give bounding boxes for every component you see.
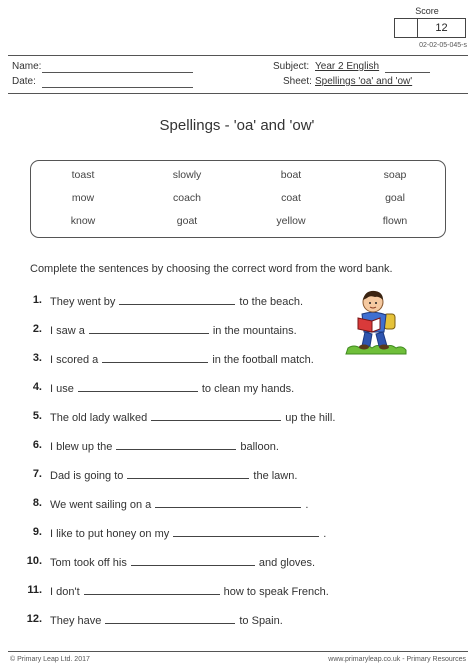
answer-blank[interactable] xyxy=(119,294,235,305)
answer-blank[interactable] xyxy=(116,439,236,450)
sentence-text: . xyxy=(305,499,309,511)
sentence-text: They have xyxy=(50,615,102,627)
sentence-text: in the football match. xyxy=(212,354,314,366)
answer-blank[interactable] xyxy=(78,381,198,392)
footer-rule xyxy=(8,651,468,652)
name-line[interactable] xyxy=(42,72,193,73)
word-bank-word: toast xyxy=(71,169,95,181)
answer-blank[interactable] xyxy=(105,613,235,624)
sentence-text: I scored a xyxy=(50,354,99,366)
header-bottom-rule xyxy=(8,93,468,94)
sheet-value: Spellings 'oa' and 'ow' xyxy=(315,76,413,87)
header-top-rule xyxy=(8,55,468,56)
sentence-text: . xyxy=(323,528,327,540)
worksheet-code: 02-02-05-045-s xyxy=(419,42,467,49)
score-value: 12 xyxy=(435,22,448,34)
sentence-8 xyxy=(50,497,308,511)
answer-blank[interactable] xyxy=(155,497,301,508)
sentence-text: I like to put honey on my xyxy=(50,528,170,540)
sentence-text: The old lady walked xyxy=(50,412,148,424)
sentence-number: 6. xyxy=(32,439,42,451)
score-label: Score xyxy=(415,6,439,16)
sentence-10 xyxy=(50,555,315,569)
boy-reading-illustration xyxy=(342,288,408,356)
sentence-6 xyxy=(50,439,279,453)
sentence-3 xyxy=(50,352,314,366)
answer-blank[interactable] xyxy=(173,526,319,537)
sentence-number: 7. xyxy=(32,468,42,480)
sentence-text: They went by xyxy=(50,296,116,308)
word-bank xyxy=(30,160,446,238)
sentence-text: I use xyxy=(50,383,74,395)
sentence-number: 12. xyxy=(26,613,42,625)
sentence-number: 5. xyxy=(32,410,42,422)
sentence-text: Dad is going to xyxy=(50,470,124,482)
date-label: Date: xyxy=(12,76,36,87)
answer-blank[interactable] xyxy=(131,555,255,566)
word-bank-word: coach xyxy=(172,192,202,204)
subject-label: Subject: xyxy=(273,61,310,72)
subject-line xyxy=(385,72,430,73)
sentence-text: to Spain. xyxy=(239,615,283,627)
date-line[interactable] xyxy=(42,87,193,88)
sentence-5 xyxy=(50,410,335,424)
word-bank-word: boat xyxy=(280,169,302,181)
word-bank-word: yellow xyxy=(276,215,306,227)
word-bank-word: mow xyxy=(71,192,95,204)
sentence-text: balloon. xyxy=(240,441,279,453)
answer-blank[interactable] xyxy=(151,410,281,421)
word-bank-word: know xyxy=(70,215,96,227)
sentence-7 xyxy=(50,468,297,482)
answer-blank[interactable] xyxy=(127,468,249,479)
sentence-text: I blew up the xyxy=(50,441,113,453)
word-bank-word: coat xyxy=(281,192,301,204)
answer-blank[interactable] xyxy=(89,323,209,334)
sentence-text: and gloves. xyxy=(258,557,316,569)
sentence-text: I don't xyxy=(50,586,80,598)
answer-blank[interactable] xyxy=(102,352,208,363)
sentence-number: 9. xyxy=(32,526,42,538)
footer-copyright: © Primary Leap Ltd. 2017 xyxy=(10,656,90,663)
sheet-label: Sheet: xyxy=(283,76,312,87)
word-bank-word: soap xyxy=(383,169,407,181)
word-bank-word: goat xyxy=(176,215,198,227)
score-box xyxy=(394,18,466,38)
name-label: Name: xyxy=(12,61,42,72)
sentence-1 xyxy=(50,294,303,308)
word-bank-word: goal xyxy=(385,192,405,204)
sentence-text: I saw a xyxy=(50,325,85,337)
sentence-text: up the hill. xyxy=(285,412,336,424)
sentence-number: 10. xyxy=(26,555,42,567)
word-bank-word: flown xyxy=(382,215,408,227)
sentence-text: Tom took off his xyxy=(50,557,127,569)
sentence-text: We went sailing on a xyxy=(50,499,152,511)
sentence-text: to clean my hands. xyxy=(201,383,295,395)
sentence-number: 3. xyxy=(32,352,42,364)
footer-website[interactable]: www.primaryleap.co.uk - Primary Resources xyxy=(328,656,466,663)
sentence-number: 2. xyxy=(32,323,42,335)
sentence-12 xyxy=(50,613,283,627)
page-title: Spellings - 'oa' and 'ow' xyxy=(159,117,315,134)
sentence-text: to the beach. xyxy=(239,296,304,308)
sentence-number: 8. xyxy=(32,497,42,509)
subject-value: Year 2 English xyxy=(315,61,380,72)
sentence-number: 1. xyxy=(32,294,42,306)
sentence-2 xyxy=(50,323,297,337)
instruction: Complete the sentences by choosing the correct word from the word bank. xyxy=(30,263,393,275)
word-bank-word: slowly xyxy=(172,169,202,181)
sentence-number: 4. xyxy=(32,381,42,393)
sentence-text: in the mountains. xyxy=(212,325,297,337)
sentence-text: how to speak French. xyxy=(223,586,329,598)
answer-blank[interactable] xyxy=(84,584,220,595)
sentence-4 xyxy=(50,381,294,395)
sentence-number: 11. xyxy=(27,584,42,596)
sentence-text: the lawn. xyxy=(253,470,298,482)
sentence-9 xyxy=(50,526,326,540)
sentence-11 xyxy=(50,584,329,598)
